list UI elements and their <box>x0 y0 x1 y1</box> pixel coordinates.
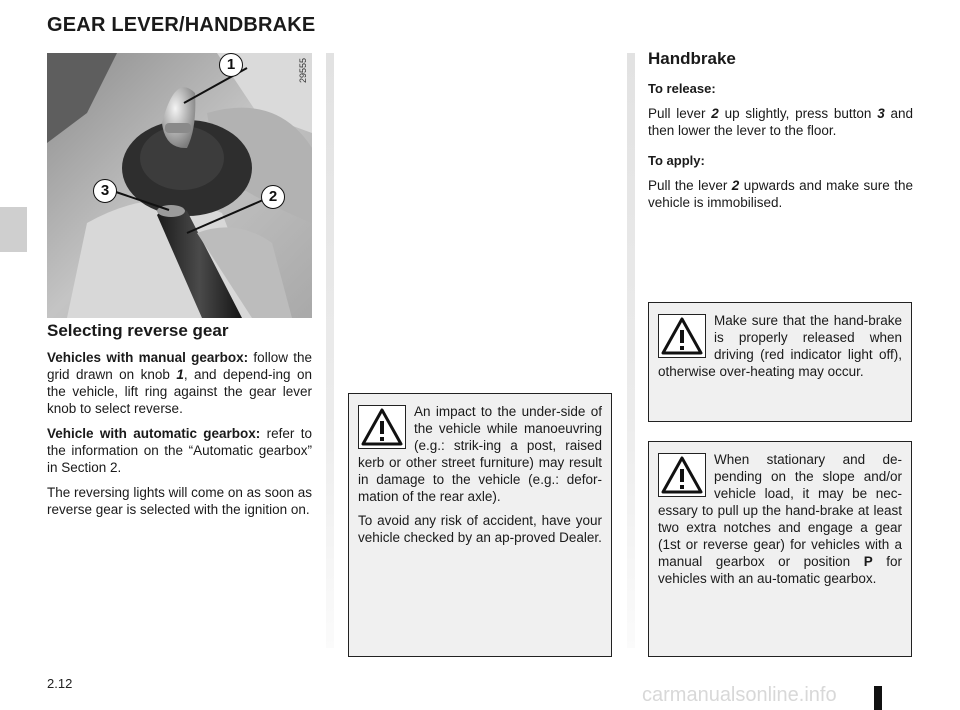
watermark: carmanualsonline.info <box>642 684 837 706</box>
park-position-label: P <box>863 554 873 569</box>
callout-lever: 2 <box>261 185 285 209</box>
impact-warning-text: An impact to the under-side of the vehicle while manoeuvring (e.g.: strik-ing a post, raised kerb or other street furniture) may result in damage to the vehicle (e.g.: defor-mation of the rear axle). <box>358 404 602 504</box>
page-title: GEAR LEVER/HANDBRAKE <box>47 14 316 36</box>
column-divider <box>627 53 635 648</box>
release-text-end: and then lower the lever to the floor. <box>648 106 913 138</box>
release-text: Pull lever <box>648 106 712 121</box>
apply-paragraph <box>648 177 913 211</box>
automatic-gearbox-paragraph <box>47 425 312 476</box>
lever-reference: 2 <box>711 106 719 121</box>
stationary-text-end: for vehicles with an au-tomatic gearbox. <box>658 554 902 586</box>
gear-lever-photo <box>47 53 312 318</box>
lever-reference: 2 <box>731 178 740 193</box>
footer-marker <box>874 686 882 710</box>
warning-triangle-icon <box>358 405 406 449</box>
reverse-gear-heading: Selecting reverse gear <box>47 321 229 340</box>
warning-triangle-icon <box>658 453 706 497</box>
stationary-text: When stationary and de-pending on the slope and/or vehicle load, it may be nec-essary to pull up the hand-brake at least two extra notches and engage a gear (1st or reverse gear) for vehicles with a manual gearbox or position <box>658 452 902 569</box>
reversing-lights-paragraph: The reversing lights will come on as soon as reverse gear is selected with the ignition on. <box>47 485 312 517</box>
manual-gearbox-text: follow the grid drawn on knob <box>47 350 312 382</box>
photo-reference-number: 29555 <box>298 58 308 84</box>
release-heading: To release: <box>648 81 716 96</box>
warning-triangle-icon <box>658 314 706 358</box>
reverse-gear-section <box>47 321 312 526</box>
callout-knob: 1 <box>219 53 243 77</box>
handbrake-heading: Handbrake <box>648 49 736 68</box>
release-paragraph <box>648 105 913 139</box>
automatic-gearbox-text: refer to the information on the “Automatic gearbox” in Section 2. <box>47 426 312 475</box>
manual-gearbox-text-cont: , and depend-ing on the vehicle, lift ring against the gear lever knob to select reverse. <box>47 367 313 416</box>
callout-button: 3 <box>93 179 117 203</box>
apply-text-cont: upwards and make sure the vehicle is immobilised. <box>648 178 913 210</box>
manual-gearbox-paragraph <box>47 349 312 417</box>
release-text-cont: up slightly, press button <box>718 106 878 121</box>
underside-impact-warning <box>348 393 612 657</box>
knob-reference: 1 <box>176 367 184 382</box>
release-warning-text: Make sure that the hand-brake is properly released when driving (red indicator light off), otherwise over-heating may occur. <box>658 313 902 379</box>
page-number: 2.12 <box>47 676 73 691</box>
automatic-gearbox-label: Vehicle with automatic gearbox: <box>47 426 261 441</box>
stationary-slope-warning <box>648 441 912 657</box>
button-reference: 3 <box>877 106 885 121</box>
column-divider <box>326 53 334 648</box>
impact-warning-advice: To avoid any risk of accident, have your vehicle checked by an ap-proved Dealer. <box>358 513 602 545</box>
apply-text: Pull the lever <box>648 178 732 193</box>
apply-heading: To apply: <box>648 153 705 168</box>
handbrake-section <box>648 49 913 225</box>
manual-gearbox-label: Vehicles with manual gearbox: <box>47 350 249 365</box>
section-tab <box>0 207 27 252</box>
handbrake-release-warning <box>648 302 912 422</box>
